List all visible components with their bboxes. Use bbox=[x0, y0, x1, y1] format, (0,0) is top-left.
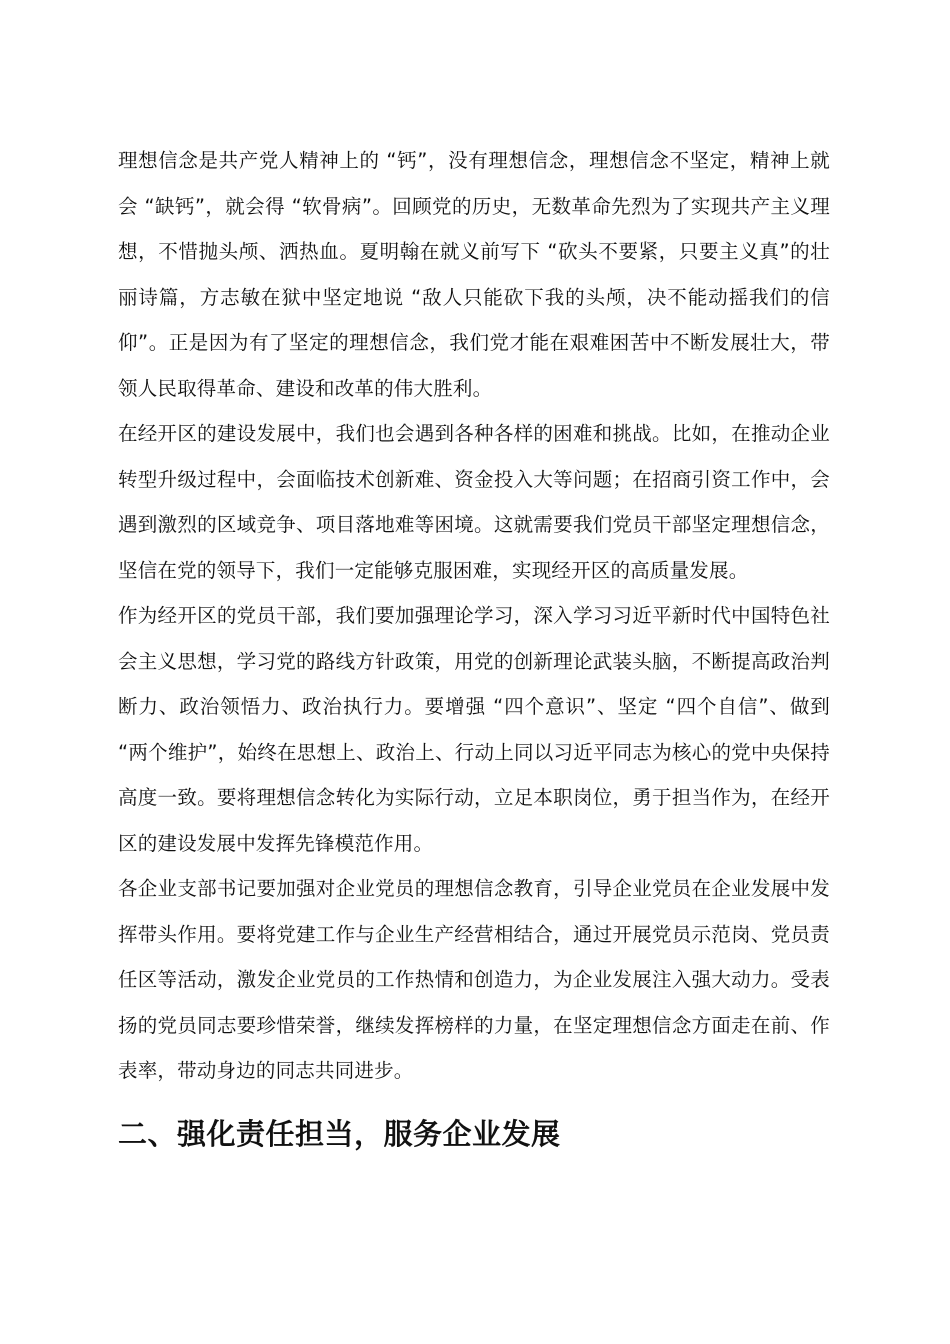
paragraph-branch-secretaries: 各企业支部书记要加强对企业党员的理想信念教育，引导企业党员在企业发展中发挥带头作用。要将党建工作与企业生产经营相结合，通过开展党员示范岗、党员责任区等活动，激发企业党员的工作热情和创造力，为企业发展注入强大动力。受表扬的党员同志要珍惜荣誉，继续发挥榜样的力量，在坚定理想信念方面走在前、作表率，带动身边的同志共同进步。 bbox=[118, 877, 830, 1082]
section-heading: 二、强化责任担当，服务企业发展 bbox=[118, 1116, 561, 1151]
paragraph-ideals-calcium: 理想信念是共产党人精神上的 “钙”，没有理想信念，理想信念不坚定，精神上就会 “缺钙”，就会得 “软骨病”。回顾党的历史，无数革命先烈为了实现共产主义理想，不惜抛头颅、洒热血。夏明翰在就义前写下 “砍头不要紧，只要主义真”的壮丽诗篇，方志敏在狱中坚定地说 “敌人只能砍下我的头颅，决不能动摇我们的信仰”。正是因为有了坚定的理想信念，我们党才能在艰难困苦中不断发展壮大，带领人民取得革命、建设和改革的伟大胜利。 bbox=[118, 149, 830, 400]
paragraph-development-challenges: 在经开区的建设发展中，我们也会遇到各种各样的困难和挑战。比如，在推动企业转型升级过程中，会面临技术创新难、资金投入大等问题；在招商引资工作中，会遇到激烈的区域竞争、项目落地难等困境。这就需要我们党员干部坚定理想信念，坚信在党的领导下，我们一定能够克服困难，实现经开区的高质量发展。 bbox=[118, 422, 830, 582]
document-page bbox=[118, 138, 830, 1154]
paragraph-theory-study: 作为经开区的党员干部，我们要加强理论学习，深入学习习近平新时代中国特色社会主义思想，学习党的路线方针政策，用党的创新理论武装头脑，不断提高政治判断力、政治领悟力、政治执行力。要增强 “四个意识”、坚定 “四个自信”、做到 “两个维护”，始终在思想上、政治上、行动上同以习近平同志为核心的党中央保持高度一致。要将理想信念转化为实际行动，立足本职岗位，勇于担当作为，在经开区的建设发展中发挥先锋模范作用。 bbox=[118, 604, 830, 855]
